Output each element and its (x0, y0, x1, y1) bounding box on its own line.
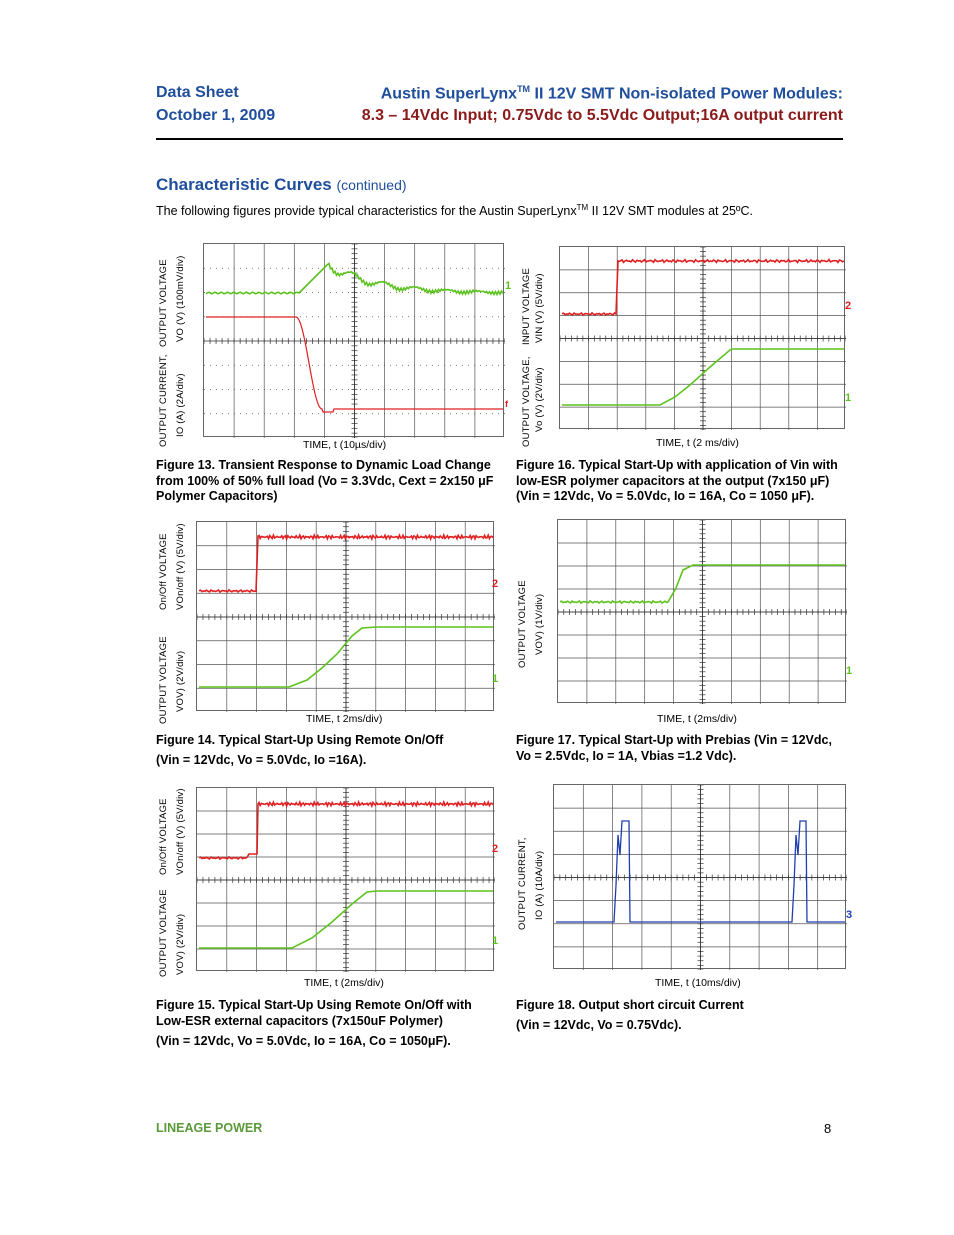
fig15-ylabel-bottom: OUTPUT VOLTAGE (158, 889, 169, 977)
product-name: Austin SuperLynx (380, 85, 518, 103)
fig18-plot (554, 785, 847, 970)
fig17-time-label: TIME, t (2ms/div) (657, 713, 737, 725)
fig15-caption-1: Figure 15. Typical Start-Up Using Remote On/Off with Low-ESR external capacitors (7x150uF Polymer) (156, 998, 472, 1028)
fig14-scope (196, 521, 494, 711)
footer-brand-a: LINEAGE (156, 1121, 212, 1135)
intro-trademark: TM (576, 203, 589, 212)
fig16-ylabel-top2: VIN (V) (5V/div) (534, 273, 545, 343)
fig16-time-label: TIME, t (2 ms/div) (656, 437, 739, 449)
fig14-caption-1: Figure 14. Typical Start-Up Using Remote On/Off (156, 733, 444, 747)
fig14-ylabel-top2: VOn/off (V) (5V/div) (175, 523, 186, 610)
product-subtitle: 8.3 – 14Vdc Input; 0.75Vdc to 5.5Vdc Output;16A output current (361, 107, 843, 124)
product-series: II 12V SMT Non-isolated Power Modules: (530, 85, 843, 103)
doc-type: Data Sheet (156, 84, 239, 101)
fig15-marker-ch2: 2 (492, 843, 499, 855)
page-number: 8 (824, 1121, 832, 1136)
fig17-ylabel-top2: VOV) (1V/div) (534, 593, 545, 655)
fig16-caption: Figure 16. Typical Start-Up with application of Vin with low-ESR polymer capacitors at the output (7x150 μF) (Vin = 12Vdc, Vo = 5.0Vdc, Io = 16A, Co = 1050 μF). (516, 458, 838, 503)
fig18-caption-2: (Vin = 12Vdc, Vo = 0.75Vdc). (516, 1018, 682, 1032)
fig15-ylabel-top2: VOn/off (V) (5V/div) (175, 788, 186, 875)
fig13-caption: Figure 13. Transient Response to Dynamic Load Change from 100% of 50% full load (Vo = 3.3Vdc, Cext = 2x150 μF Polymer Capacitors) (156, 458, 494, 503)
fig16-plot (560, 247, 846, 430)
fig16-scope (559, 246, 845, 429)
fig15-caption-2: (Vin = 12Vdc, Vo = 5.0Vdc, Io = 16A, Co = 1050μF). (156, 1034, 451, 1048)
fig18-caption-1: Figure 18. Output short circuit Current (516, 998, 744, 1012)
fig15-marker-ch1: 1 (492, 935, 499, 947)
fig13-ylabel-top: OUTPUT VOLTAGE (158, 259, 169, 347)
fig18-ylabel-top: OUTPUT CURRENT, (517, 837, 528, 930)
footer-brand-b: POWER (211, 1121, 263, 1135)
fig15-plot (197, 788, 495, 972)
intro-post: II 12V SMT modules at 25ºC. (588, 204, 753, 219)
fig15-time-label: TIME, t (2ms/div) (304, 977, 384, 989)
intro-text (156, 203, 753, 218)
fig14-plot (197, 522, 495, 712)
footer-brand (156, 1121, 262, 1135)
fig14-marker-ch2: 2 (492, 578, 499, 590)
fig18-ylabel-top2: IO (A) (10A/div) (534, 850, 545, 920)
fig17-marker-ch1: 1 (846, 665, 853, 677)
fig14-time-label: TIME, t 2ms/div) (306, 713, 383, 725)
fig13-ylabel-bottom: OUTPUT CURRENT, (158, 354, 169, 447)
fig16-marker-ch2: 2 (845, 300, 852, 312)
fig15-scope (196, 787, 494, 971)
fig17-caption: Figure 17. Typical Start-Up with Prebias (Vin = 12Vdc, Vo = 2.5Vdc, Io = 1A, Vbias =1.2 Vdc). (516, 733, 832, 763)
section-continued: (continued) (336, 177, 407, 193)
fig18-marker-ch3: 3 (846, 909, 853, 921)
fig13-time-label: TIME, t (10µs/div) (303, 439, 387, 451)
fig16-ylabel-top: INPUT VOLTAGE (521, 267, 532, 345)
section-title-text: Characteristic Curves (156, 175, 332, 194)
fig16-ylabel-bottom: OUTPUT VOLTAGE, (521, 356, 532, 447)
product-title (381, 84, 843, 103)
fig17-scope (557, 519, 846, 703)
fig18-scope (553, 784, 846, 969)
trademark: TM (517, 84, 531, 94)
fig17-ylabel-top: OUTPUT VOLTAGE (517, 580, 528, 668)
fig18-time-label: TIME, t (10ms/div) (655, 977, 741, 989)
fig16-marker-ch1: 1 (845, 392, 852, 404)
fig14-marker-ch1: 1 (492, 673, 499, 685)
header-rule (156, 138, 843, 140)
fig14-caption-2: (Vin = 12Vdc, Vo = 5.0Vdc, Io =16A). (156, 753, 367, 767)
fig14-ylabel-bottom: OUTPUT VOLTAGE (158, 636, 169, 724)
fig13-marker-ch1: 1 (505, 280, 512, 292)
fig13-marker-ch2: f (505, 399, 508, 409)
fig16-ylabel-bottom2: Vo (V) (2V/div) (534, 367, 545, 432)
intro-pre: The following figures provide typical characteristics for the Austin SuperLynx (156, 204, 577, 219)
fig14-ylabel-bottom2: VOV) (2V/div) (175, 650, 186, 712)
doc-date: October 1, 2009 (156, 107, 276, 124)
fig13-ylabel-top2: VO (V) (100mV/div) (175, 255, 186, 342)
section-title (156, 175, 407, 195)
fig13-plot (204, 244, 505, 438)
fig13-scope (203, 243, 504, 437)
fig15-ylabel-top: On/Off VOLTAGE (158, 798, 169, 875)
fig14-ylabel-top: On/Off VOLTAGE (158, 533, 169, 610)
fig15-ylabel-bottom2: VOV) (2V/div) (175, 913, 186, 975)
fig13-ylabel-bottom2: IO (A) (2A/div) (175, 373, 186, 437)
fig17-plot (558, 520, 847, 704)
